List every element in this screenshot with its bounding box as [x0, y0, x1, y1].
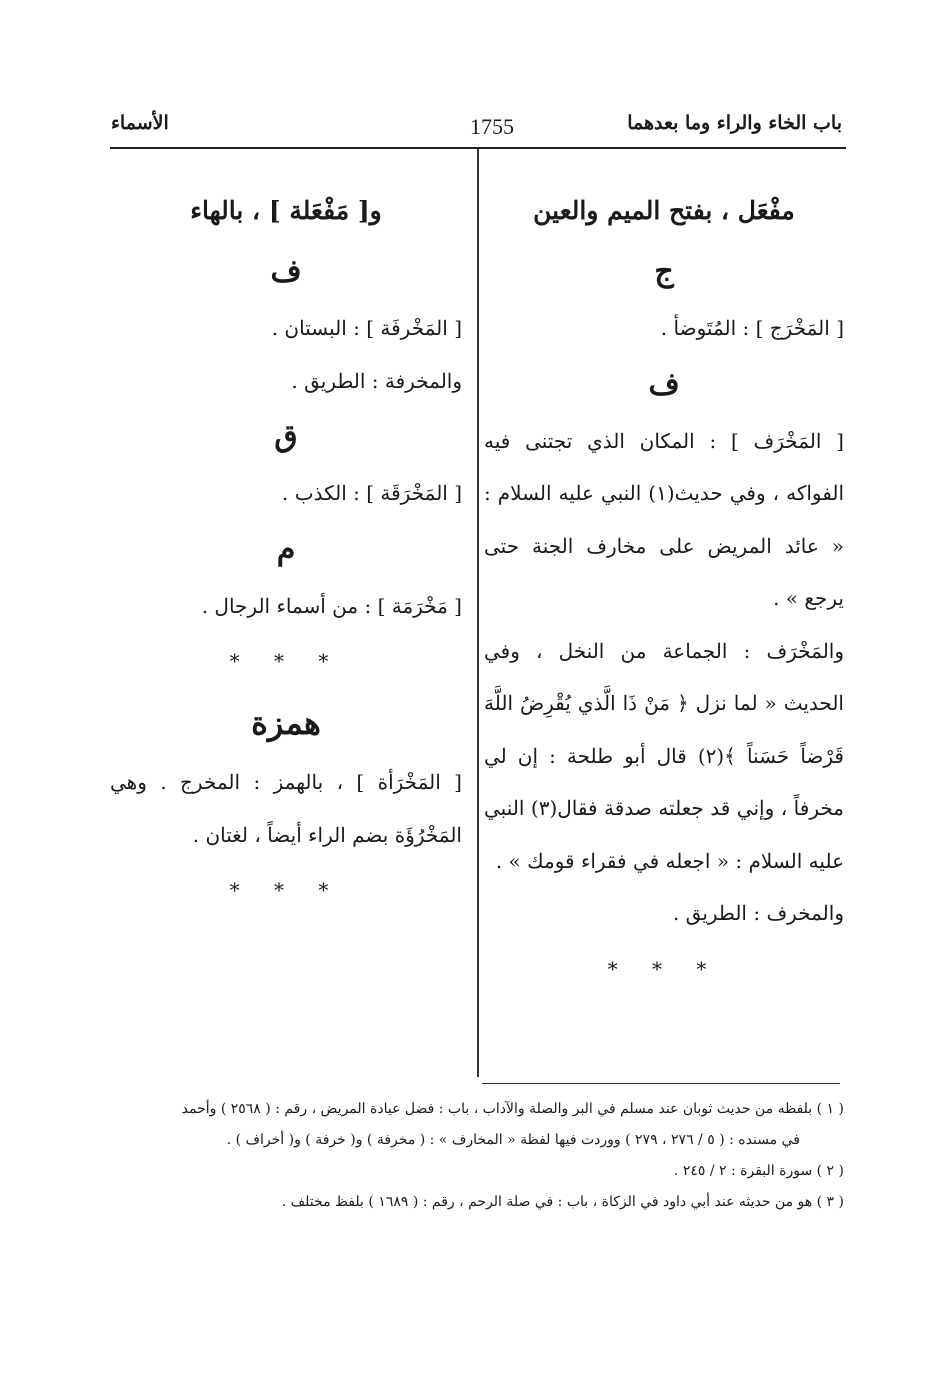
- letter-heading-mim: م: [276, 531, 296, 567]
- section-separator-stars: * * *: [607, 956, 721, 981]
- entry-makhrama: [ مَخْرَمَة ] : من أسماء الرجال .: [201, 593, 462, 618]
- section-title-hamza: همزة: [251, 704, 321, 742]
- entry-makhrafa-garden: [ المَخْرفَة ] : البستان .: [271, 316, 462, 340]
- entry-makhraf-place: [ المَخْرَف ] : المكان الذي تجتنى فيه الفواكه ، وفي حديث(١) النبي عليه السلام : « عائد المريض على مخارف الجنة حتى يرجع » .: [484, 428, 845, 610]
- footnote-1: ( ١ ) بلفظه من حديث ثوبان عند مسلم في البر والصلة والآداب ، باب : فضل عيادة المريض ، رقم : ( ٢٥٦٨ ) وأحمد: [181, 1101, 844, 1117]
- footnote-1-continued: في مسنده : ( ٥ / ٢٧٦ ، ٢٧٩ ) ووردت فيها لفظة « المخارف » : ( مخرفة ) و( خرفة ) و( أخراف ) .: [226, 1132, 800, 1148]
- left-column: [110, 180, 462, 919]
- letter-heading-fa: ف: [270, 254, 302, 289]
- right-column: [484, 180, 844, 998]
- entry-makhraf-palms: والمَخْرَف : الجماعة من النخل ، وفي الحديث « لما نزل ﴿ مَنْ ذَا الَّذي يُقْرِضُ اللَّهَ قَرْضاً حَسَناً ﴾(٢) قال أبو طلحة : إن لي مخرفاً ، وإني قد جعلته صدقة فقال(٣) النبي عليه السلام : « اجعله في فقراء قومك » .: [484, 638, 844, 873]
- entry-makhraqa: [ المَخْرَقَة ] : الكذب .: [282, 481, 462, 505]
- footnote-rule: [482, 1083, 840, 1084]
- letter-heading-jim: ج: [654, 254, 674, 289]
- footnotes: [104, 1094, 844, 1218]
- page-number: 1755: [470, 114, 514, 139]
- letter-heading-qaf: ق: [274, 419, 298, 454]
- entry-makhraf-road: والمخرف : الطريق .: [672, 901, 844, 925]
- column-divider: [477, 149, 479, 1077]
- section-separator-stars: * * *: [229, 649, 343, 673]
- footnote-3: ( ٣ ) هو من حديثه عند أبي داود في الزكاة ، باب : في صلة الرحم ، رقم : ( ١٦٨٩ ) بلفظ مختلف .: [281, 1194, 844, 1210]
- entry-makhrafa-road: والمخرفة : الطريق .: [291, 368, 462, 393]
- section-separator-stars: * * *: [229, 878, 343, 902]
- running-header-chapter: باب الخاء والراء وما بعدهما: [627, 112, 842, 134]
- entry-makhraj: [ المَخْرَج ] : المُتَوضأ .: [660, 316, 844, 340]
- section-title-mafal: مفْعَل ، بفتح الميم والعين: [533, 196, 795, 225]
- running-header-section: الأسماء: [111, 112, 169, 134]
- entry-makhraa: [ المَخْرَأة ] ، بالهمز : المخرج . وهي المَخْرُؤَة بضم الراء أيضاً ، لغتان .: [110, 770, 462, 847]
- section-title-mafala: و[ مَفْعَلة ] ، بالهاء: [190, 196, 382, 225]
- footnote-2: ( ٢ ) سورة البقرة : ٢ / ٢٤٥ .: [673, 1163, 844, 1179]
- letter-heading-fa: ف: [648, 366, 680, 402]
